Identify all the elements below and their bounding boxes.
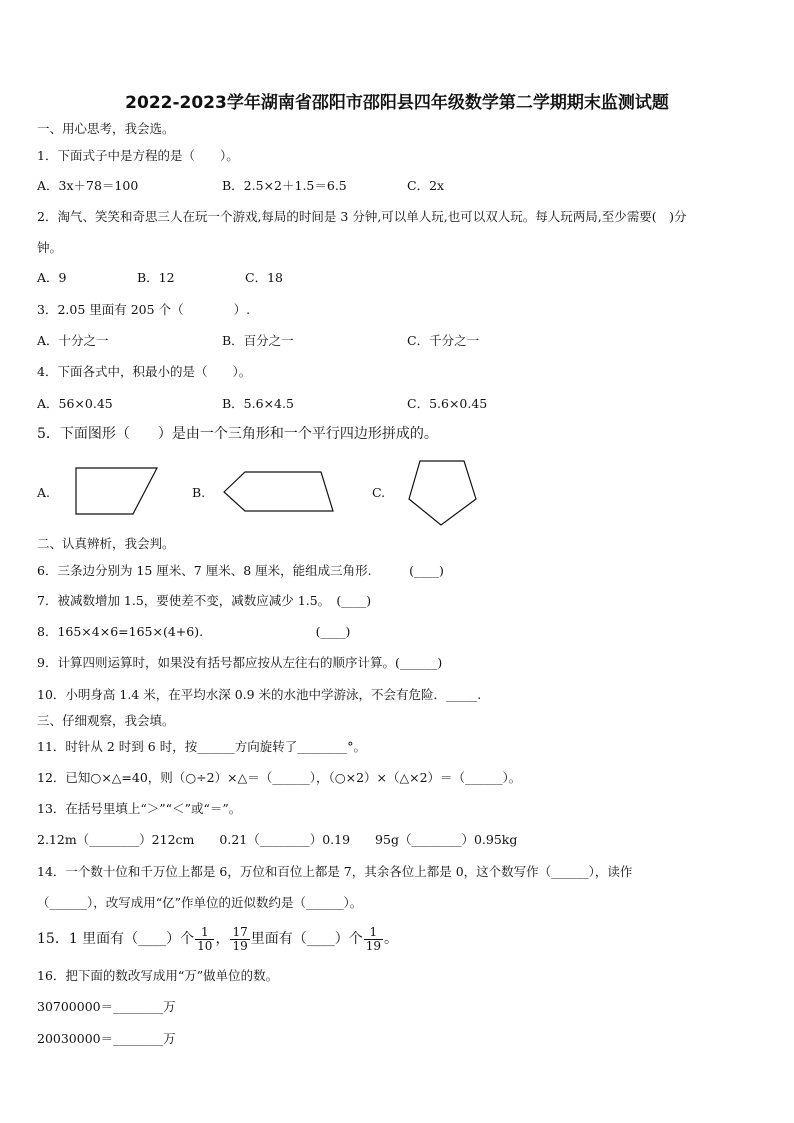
question-7: 7．被减数增加 1.5，要使差不变，减数应减少 1.5。 (____) (37, 593, 372, 608)
section-1-heading: 一、用心思考，我会选。 (37, 121, 175, 136)
q2-option-a: A．9 (37, 270, 67, 285)
parallelogram-shape (74, 466, 160, 516)
q1-option-b: B．2.5×2＋1.5＝6.5 (222, 178, 347, 193)
section-3-heading: 三、仔细观察，我会填。 (37, 713, 175, 728)
page-title: 2022-2023学年湖南省邵阳市邵阳县四年级数学第二学期期末监测试题 (125, 93, 669, 113)
question-14-line-1: 14．一个数十位和千万位上都是 6，万位和百位上都是 7，其余各位上都是 0，这个数写作（______），读作 (37, 864, 633, 879)
question-2-line-1: 2．淘气、笑笑和奇思三人在玩一个游戏,每局的时间是 3 分钟,可以单人玩,也可以双人玩。每人玩两局,至少需要( )分 (37, 209, 687, 224)
question-11: 11．时针从 2 时到 6 时，按______方向旋转了________°。 (37, 739, 366, 754)
fraction-numerator: 1 (195, 926, 214, 940)
question-10: 10．小明身高 1.4 米，在平均水深 0.9 米的水池中学游泳，不会有危险．_____. (37, 687, 482, 702)
fraction-one-nineteenth (364, 926, 383, 953)
question-1: 1．下面式子中是方程的是（ ）。 (37, 148, 239, 163)
fraction-denominator: 19 (232, 938, 248, 953)
pentagon-arrow-shape (222, 470, 336, 514)
fraction-numerator: 1 (364, 926, 383, 940)
fraction-seventeen-nineteenths (230, 926, 249, 953)
q15-part-1: 15．1 里面有（____）个 (37, 931, 195, 947)
question-8: 8．165×4×6=165×(4+6). (____) (37, 624, 351, 639)
q1-option-a: A．3x＋78＝100 (37, 178, 139, 193)
question-6: 6．三条边分别为 15 厘米、7 厘米、8 厘米，能组成三角形. (____) (37, 563, 444, 578)
q15-part-3: 里面有（____）个 (250, 931, 363, 947)
q4-option-a: A．56×0.45 (37, 396, 113, 411)
q1-option-c: C．2x (407, 178, 445, 193)
question-13: 13．在括号里填上“＞”“＜”或“＝”。 (37, 801, 242, 816)
fraction-one-tenth (195, 926, 214, 953)
q5-option-b: B. (192, 485, 206, 500)
question-3: 3．2.05 里面有 205 个（ ）. (37, 302, 251, 317)
q3-option-b: B．百分之一 (222, 333, 294, 348)
q5-option-c: C. (372, 485, 386, 500)
q16-line-1: 30700000＝________万 (37, 999, 176, 1014)
question-13-comparisons: 2.12m（________）212cm 0.21（________）0.19 95g（________）0.95kg (37, 832, 518, 847)
fraction-denominator: 19 (365, 938, 382, 953)
question-4: 4．下面各式中，积最小的是（ ）。 (37, 364, 252, 379)
q15-part-4: 。 (384, 931, 399, 947)
question-15 (37, 922, 398, 956)
q2-option-c: C．18 (245, 270, 283, 285)
q15-part-2: ， (215, 931, 230, 947)
question-5: 5．下面图形（ ）是由一个三角形和一个平行四边形拼成的。 (37, 426, 438, 442)
pentagon-shape (403, 458, 479, 528)
section-2-heading: 二、认真辨析，我会判。 (37, 536, 175, 551)
q16-line-2: 20030000＝________万 (37, 1031, 176, 1046)
question-14-line-2: （______），改写成用“亿”作单位的近似数约是（______）。 (37, 895, 363, 910)
q3-option-c: C．千分之一 (407, 333, 480, 348)
q2-option-b: B．12 (137, 270, 175, 285)
question-9: 9．计算四则运算时，如果没有括号都应按从左往右的顺序计算。(______) (37, 655, 443, 670)
question-12: 12．已知○×△=40，则（○÷2）×△＝（______），（○×2）×（△×2）＝（______）。 (37, 770, 522, 785)
q4-option-b: B．5.6×4.5 (222, 396, 294, 411)
fraction-denominator: 10 (197, 938, 213, 953)
q3-option-a: A．十分之一 (37, 333, 109, 348)
question-16: 16．把下面的数改写成用“万”做单位的数。 (37, 968, 279, 983)
q4-option-c: C．5.6×0.45 (407, 396, 488, 411)
question-2-line-2: 钟。 (37, 240, 63, 255)
fraction-numerator: 17 (232, 924, 248, 939)
q5-option-a: A. (37, 485, 51, 500)
